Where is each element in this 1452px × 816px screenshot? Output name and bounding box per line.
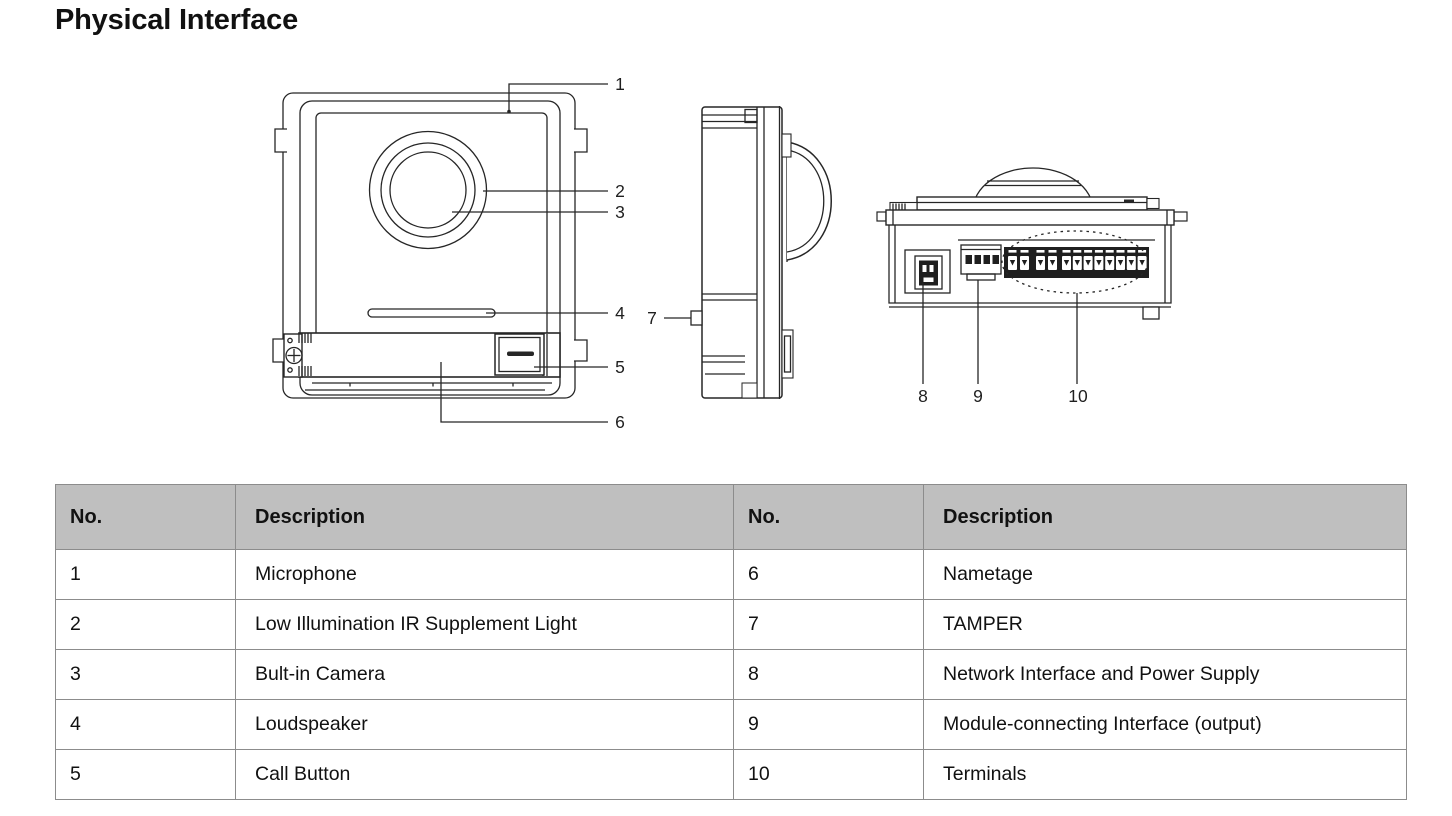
tamper-tab [691,311,702,325]
callout-6: 6 [615,412,625,432]
cell-description: Call Button [236,750,734,800]
cell-no: 7 [734,600,924,650]
cell-no: 3 [56,650,236,700]
network-power-connector [905,250,950,293]
front-view [273,93,587,398]
cell-no: 10 [734,750,924,800]
cell-description: Network Interface and Power Supply [924,650,1407,700]
call-button [495,334,544,375]
cell-description: Module-connecting Interface (output) [924,700,1407,750]
bottom-callout-lines [923,280,1077,384]
loudspeaker-slot [368,309,495,317]
table-row [56,550,1407,600]
cell-no: 2 [56,600,236,650]
cell-description: Loudspeaker [236,700,734,750]
page-title: Physical Interface [55,4,299,36]
callout-10: 10 [1068,386,1088,406]
cell-no: 4 [56,700,236,750]
header-no-right: No. [734,485,924,550]
callout-4: 4 [615,303,625,323]
table-row [56,750,1407,800]
callout-9: 9 [973,386,983,406]
microphone-hole [507,110,511,114]
header-no-left: No. [56,485,236,550]
callout-8: 8 [918,386,928,406]
cell-no: 1 [56,550,236,600]
cell-description: Microphone [236,550,734,600]
module-connector [961,245,1001,280]
cell-description: Nametage [924,550,1407,600]
callout-5: 5 [615,357,625,377]
callout-3: 3 [615,202,625,222]
table-row [56,600,1407,650]
table-header-row [56,485,1407,550]
side-view [691,106,831,399]
header-description-left: Description [236,485,734,550]
callout-2: 2 [615,181,625,201]
cell-description: Terminals [924,750,1407,800]
camera-lens [370,132,487,249]
cell-no: 8 [734,650,924,700]
table-row [56,700,1407,750]
cell-description: Low Illumination IR Supplement Light [236,600,734,650]
callout-7: 7 [647,308,657,328]
side-camera-dome [787,140,831,262]
cell-description: Bult-in Camera [236,650,734,700]
cell-no: 5 [56,750,236,800]
cell-no: 6 [734,550,924,600]
table-row [56,650,1407,700]
callout-1: 1 [615,74,625,94]
header-description-right: Description [924,485,1407,550]
interface-table [55,484,1407,800]
cell-description: TAMPER [924,600,1407,650]
cell-no: 9 [734,700,924,750]
